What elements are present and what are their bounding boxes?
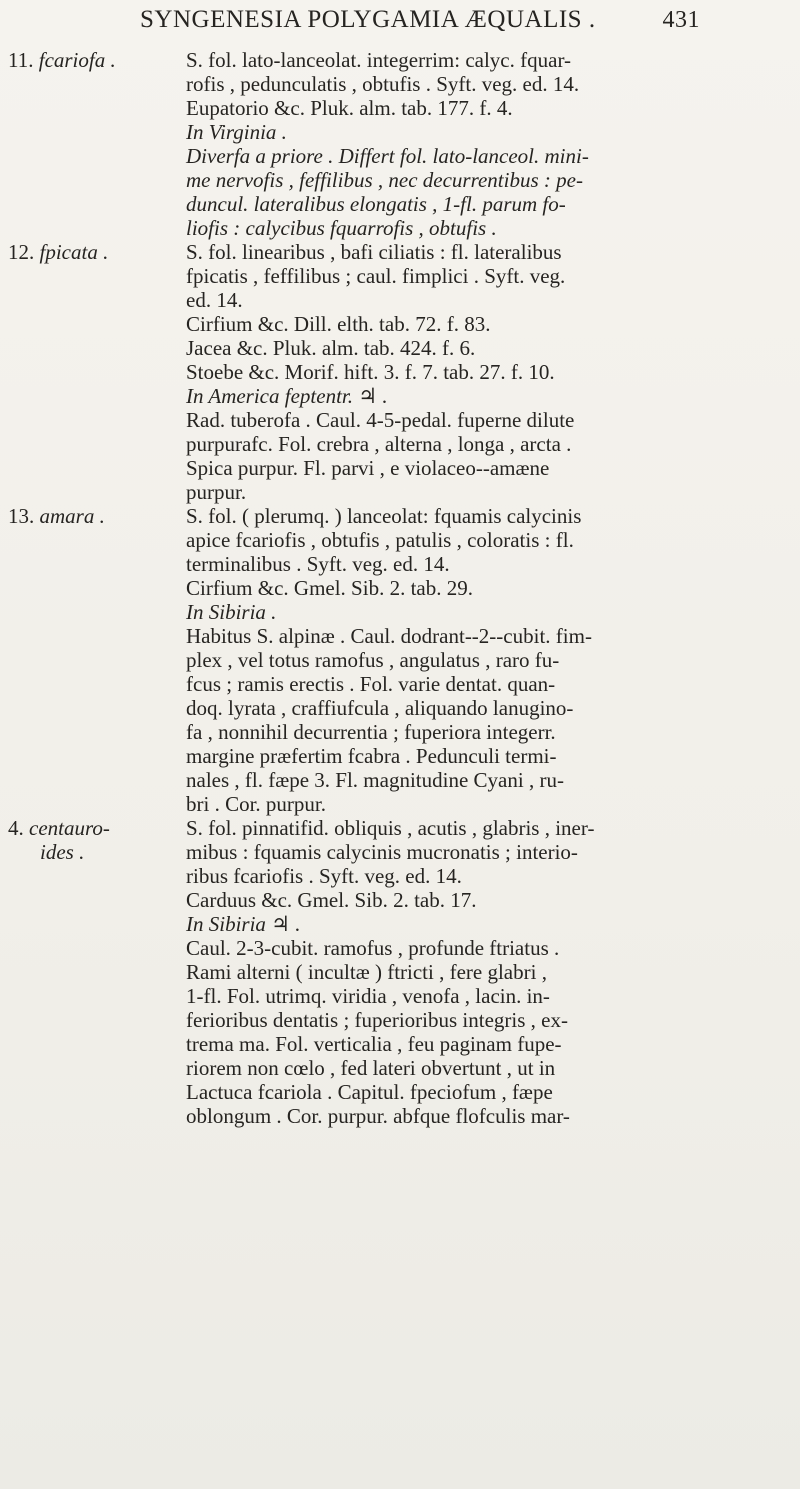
text-line: fcus ; ramis erectis . Fol. varie dentat. quan- [186,672,556,696]
text-line: ferioribus dentatis ; fuperioribus integris , ex- [186,1008,568,1032]
species-entry [0,816,800,1128]
text-line: oblongum . Cor. purpur. abfque flofculis mar- [186,1104,570,1128]
species-number: 11. [8,48,34,72]
text-line: Eupatorio &c. Pluk. alm. tab. 177. f. 4. [186,96,513,120]
text-line: Carduus &c. Gmel. Sib. 2. tab. 17. [186,888,477,912]
text-line: Habitus S. alpinæ . Caul. dodrant--2--cubit. fim- [186,624,592,648]
species-description [186,504,786,816]
text-line: In America feptentr. ♃ . [186,384,388,408]
species-number: 4. [8,816,24,840]
species-label [8,816,158,864]
species-description [186,240,786,504]
text-line: S. fol. linearibus , bafi ciliatis : fl. lateralibus [186,240,562,264]
text-line: Stoebe &c. Morif. hift. 3. f. 7. tab. 27. f. 10. [186,360,555,384]
species-description [186,48,786,240]
species-label [8,504,158,528]
text-line: rofis , pedunculatis , obtufis . Syft. veg. ed. 14. [186,72,580,96]
text-line: Cirfium &c. Dill. elth. tab. 72. f. 83. [186,312,491,336]
species-name: fpicata . [39,240,109,264]
page-number: 431 [662,7,700,33]
text-line: fpicatis , feffilibus ; caul. fimplici . Syft. veg. [186,264,566,288]
text-line: apice fcariofis , obtufis , patulis , coloratis : fl. [186,528,574,552]
text-line: Lactuca fcariola . Capitul. fpeciofum , fæpe [186,1080,553,1104]
text-line: ribus fcariofis . Syft. veg. ed. 14. [186,864,462,888]
text-line: Rami alterni ( incultæ ) ftricti , fere glabri , [186,960,547,984]
text-line: Caul. 2-3-cubit. ramofus , profunde ftriatus . [186,936,560,960]
text-line: fa , nonnihil decurrentia ; fuperiora integerr. [186,720,556,744]
species-label [8,48,158,72]
text-line: riorem non cœlo , fed lateri obvertunt , ut in [186,1056,556,1080]
species-label [8,240,158,264]
text-line: terminalibus . Syft. veg. ed. 14. [186,552,450,576]
text-line: S. fol. ( plerumq. ) lanceolat: fquamis calycinis [186,504,582,528]
species-name: amara . [39,504,105,528]
text-line: 1-fl. Fol. utrimq. viridia , venofa , lacin. in- [186,984,550,1008]
text-line: purpurafc. Fol. crebra , alterna , longa , arcta . [186,432,572,456]
text-line: In Virginia . [186,120,287,144]
text-line: S. fol. pinnatifid. obliquis , acutis , glabris , iner- [186,816,595,840]
text-line: nales , fl. fæpe 3. Fl. magnitudine Cyani , ru- [186,768,564,792]
species-entry [0,48,800,240]
text-line: Spica purpur. Fl. parvi , e violaceo--amæne [186,456,550,480]
text-line: margine præfertim fcabra . Pedunculi termi- [186,744,557,768]
text-line: Cirfium &c. Gmel. Sib. 2. tab. 29. [186,576,473,600]
text-line: Rad. tuberofa . Caul. 4-5-pedal. fuperne dilute [186,408,575,432]
species-entries [0,48,800,1128]
text-line: Jacea &c. Pluk. alm. tab. 424. f. 6. [186,336,476,360]
running-header [140,6,700,34]
species-description [186,816,786,1128]
text-line: duncul. lateralibus elongatis , 1-fl. parum fo- [186,192,566,216]
text-line: mibus : fquamis calycinis mucronatis ; interio- [186,840,578,864]
text-line: Diverfa a priore . Differt fol. lato-lanceol. mini- [186,144,589,168]
text-line: liofis : calycibus fquarrofis , obtufis . [186,216,497,240]
text-line: me nervofis , feffilibus , nec decurrentibus : pe- [186,168,583,192]
text-line: bri . Cor. purpur. [186,792,326,816]
species-number: 13. [8,504,35,528]
species-number: 12. [8,240,35,264]
text-line: purpur. [186,480,247,504]
text-line: doq. lyrata , craffiufcula , aliquando lanugino- [186,696,574,720]
text-line: plex , vel totus ramofus , angulatus , raro fu- [186,648,560,672]
text-line: trema ma. Fol. verticalia , feu paginam fupe- [186,1032,562,1056]
running-title: SYNGENESIA POLYGAMIA ÆQUALIS . [140,6,596,33]
species-entry [0,240,800,504]
species-entry [0,504,800,816]
text-line: ed. 14. [186,288,243,312]
text-line: S. fol. lato-lanceolat. integerrim: calyc. fquar- [186,48,572,72]
species-name: fcariofa . [38,48,116,72]
species-name-continued: ides . [40,840,85,864]
species-name: centauro- [29,816,110,840]
text-line: In Sibiria ♃ . [186,912,301,936]
text-line: In Sibiria . [186,600,277,624]
